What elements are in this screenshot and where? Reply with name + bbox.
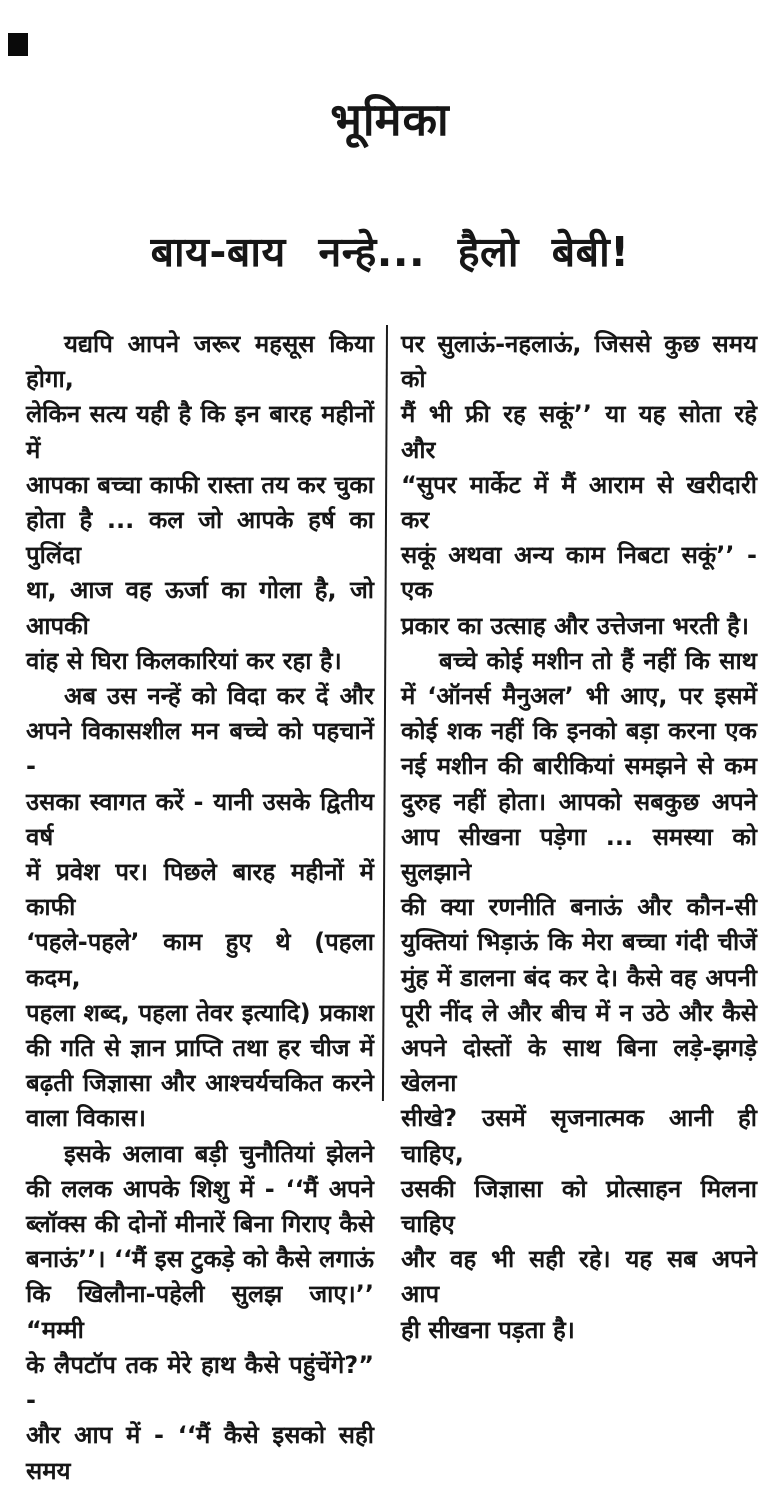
text-line: ब्लॉक्स की दोनों मीनारें बिना गिराए कैसे xyxy=(26,1210,374,1239)
text-line: अपने दोस्तों के साथ बिना लड़े-झगड़े खेलना xyxy=(401,1034,757,1098)
text-column-right xyxy=(401,327,757,1348)
text-line: मैं भी फ्री रह सकूं’’ या यह सोता रहे और xyxy=(401,400,757,464)
text-line: आपका बच्चा काफी रास्ता तय कर चुका xyxy=(26,470,374,499)
text-line: दुरुह नहीं होता। आपको सबकुछ अपने xyxy=(401,787,757,816)
text-line: में प्रवेश पर। पिछले बारह महीनों में काफी xyxy=(26,858,374,922)
text-line: कि खिलौना-पहेली सुलझ जाए।’’ “मम्मी xyxy=(26,1280,374,1344)
text-line: नई मशीन की बारीकियां समझने से कम xyxy=(401,752,757,781)
text-line: प्रकार का उत्साह और उत्तेजना भरती है। xyxy=(401,611,749,640)
text-line: पूरी नींद ले और बीच में न उठे और कैसे xyxy=(401,998,757,1027)
text-line: वाला विकास। xyxy=(26,1104,146,1133)
text-line: आप सीखना पड़ेगा ... समस्या को सुलझाने xyxy=(401,822,757,887)
text-line: था, आज वह ऊर्जा का गोला है, जो आपकी xyxy=(26,576,374,640)
text-line: की ललक आपके शिशु में - ‘‘मैं अपने xyxy=(26,1174,374,1203)
text-line: पर सुलाऊं-नहलाऊं, जिससे कुछ समय को xyxy=(401,330,757,394)
text-line: इसके अलावा बड़ी चुनौतियां झेलने xyxy=(64,1139,374,1168)
text-line: ‘पहले-पहले’ काम हुए थे (पहला कदम, xyxy=(26,928,374,992)
text-line: बनाऊं’’। ‘‘मैं इस टुकड़े को कैसे लगाऊं xyxy=(26,1245,374,1274)
text-line: युक्तियां भिड़ाऊं कि मेरा बच्चा गंदी चीजें xyxy=(401,928,757,957)
page-title: भूमिका xyxy=(330,93,450,147)
text-line: उसकी जिज्ञासा को प्रोत्साहन मिलना चाहिए xyxy=(401,1174,757,1239)
text-line: कोई शक नहीं कि इनको बड़ा करना एक xyxy=(401,717,757,746)
scan-artifact-mark xyxy=(8,33,28,56)
text-line: यद्यपि आपने जरूर महसूस किया होगा, xyxy=(26,330,374,394)
text-line: पहला शब्द, पहला तेवर इत्यादि) प्रकाश xyxy=(26,998,374,1027)
text-line: और आप में - ‘‘मैं कैसे इसको सही समय xyxy=(26,1421,374,1485)
text-line: उसका स्वागत करें - यानी उसके द्वितीय वर्ष xyxy=(26,787,374,851)
text-line: अब उस नन्हें को विदा कर दें और xyxy=(64,682,374,711)
text-line: सीखे? उसमें सृजनात्मक आनी ही चाहिए, xyxy=(401,1104,757,1168)
text-line: बच्चे कोई मशीन तो हैं नहीं कि साथ xyxy=(439,646,757,675)
text-line: में ‘ऑनर्स मैनुअल’ भी आए, पर इसमें xyxy=(401,682,757,711)
column-divider xyxy=(382,325,388,1101)
chapter-title: बाय-बाय नन्हे... हैलो बेबी! xyxy=(150,228,630,277)
text-line: “सुपर मार्केट में मैं आराम से खरीदारी कर xyxy=(401,470,757,535)
text-line: बढ़ती जिज्ञासा और आश्चर्यचकित करने xyxy=(26,1069,374,1098)
text-line: मुंह में डालना बंद कर दे। कैसे वह अपनी xyxy=(401,963,757,992)
text-line: लेकिन सत्य यही है कि इन बारह महीनों में xyxy=(26,400,374,464)
text-line: की गति से ज्ञान प्राप्ति तथा हर चीज में xyxy=(26,1034,374,1063)
text-column-left xyxy=(26,327,374,1489)
text-line: और वह भी सही रहे। यह सब अपने आप xyxy=(401,1245,757,1309)
text-line: सकूं अथवा अन्य काम निबटा सकूं’’ - एक xyxy=(401,541,757,605)
text-line: वांह से घिरा किलकारियां कर रहा है। xyxy=(26,646,342,675)
text-line: के लैपटॉप तक मेरे हाथ कैसे पहुंचेंगे?” - xyxy=(26,1350,374,1415)
text-line: होता है ... कल जो आपके हर्ष का पुलिंदा xyxy=(26,506,374,570)
text-line: अपने विकासशील मन बच्चे को पहचानें - xyxy=(26,717,374,781)
text-line: ही सीखना पड़ता है। xyxy=(401,1315,575,1344)
text-line: की क्या रणनीति बनाऊं और कौन-सी xyxy=(401,893,757,922)
